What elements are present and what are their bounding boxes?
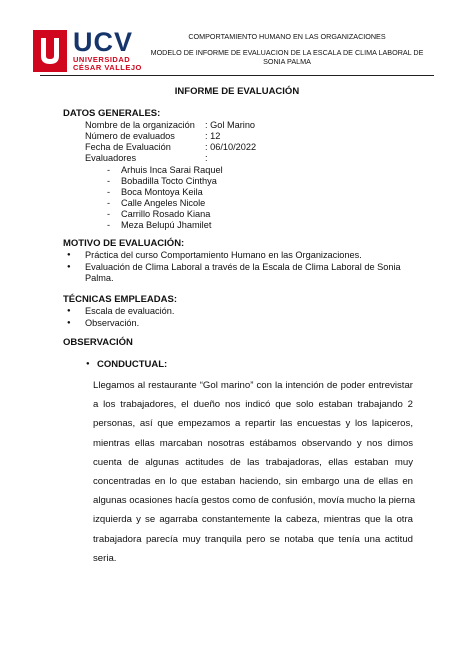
bullet-icon: ● — [86, 361, 90, 367]
evaluator-name: Boca Montoya Keila — [121, 187, 203, 197]
field-value: : 12 — [205, 131, 221, 141]
bullet-icon: ● — [67, 264, 71, 270]
ucv-logo-text: UCV — [73, 27, 134, 57]
report-title: INFORME DE EVALUACIÓN — [174, 86, 300, 97]
dash-marker: - — [107, 165, 111, 175]
paragraph-line: izquierda y se agarraba constantemente la cabeza, mientras que la otra — [93, 514, 413, 526]
motive-item-line: Evaluación de Clima Laboral a través de la Escala de Clima Laboral de Sonia — [85, 262, 401, 272]
ucv-logo-name: CÉSAR VALLEJO — [73, 63, 142, 72]
model-title — [142, 48, 432, 66]
dash-marker: - — [107, 198, 111, 208]
evaluator-name: Calle Angeles Nicole — [121, 198, 206, 208]
paragraph-line: trabajadora parecía muy tranquila pero se notaba que tenía una actitud — [93, 533, 413, 545]
field-label: Fecha de Evaluación — [85, 142, 171, 152]
motive-heading: MOTIVO DE EVALUACIÓN: — [63, 238, 185, 249]
field-label: Evaluadores — [85, 153, 137, 163]
field-label: Número de evaluados — [85, 131, 175, 141]
evaluator-name: Carrillo Rosado Kiana — [121, 209, 211, 219]
bullet-icon: ● — [67, 320, 71, 326]
motive-item-line: Palma. — [85, 273, 114, 283]
course-title: COMPORTAMIENTO HUMANO EN LAS ORGANIZACIONES — [188, 32, 386, 41]
paragraph-line: concentradas en lo que estaban haciendo, sin embargo una de ellas en — [93, 476, 413, 488]
paragraph-line: mientras ellas marcaban nosotras estábamos observando y nos dimos — [93, 437, 413, 449]
ucv-emblem-icon — [33, 30, 67, 72]
behavioral-subheading: CONDUCTUAL: — [97, 359, 168, 370]
dash-marker: - — [107, 209, 111, 219]
ucv-logo-university: UNIVERSIDAD — [73, 55, 131, 64]
dash-marker: - — [107, 187, 111, 197]
ucv-logo-emblem — [33, 30, 67, 72]
bullet-icon: ● — [67, 308, 71, 314]
paragraph-line: personas, así que empezamos a repartir las encuestas y los lapiceros, — [93, 418, 413, 430]
paragraph-line: cuenta de algunas actitudes de las trabajadoras, ellas estaban muy — [93, 456, 413, 468]
technique-item: Observación. — [85, 318, 140, 328]
field-label: Nombre de la organización — [85, 120, 195, 130]
bullet-icon: ● — [67, 252, 71, 258]
evaluator-name: Arhuis Inca Sarai Raquel — [121, 165, 223, 175]
evaluator-name: Meza Belupú Jhamilet — [121, 220, 212, 230]
paragraph-line: Llegamos al restaurante “Gol marino” con la intención de poder entrevistar — [93, 380, 413, 391]
header-divider — [40, 75, 434, 76]
model-title-line: MODELO DE INFORME DE EVALUACION DE LA ESCALA DE CLIMA LABORAL DE — [150, 48, 424, 57]
dash-marker: - — [107, 220, 111, 230]
paragraph-line: algunas ocasiones hacía gestos como de confusión, movía mucho la pierna — [93, 495, 416, 507]
field-value: : Gol Marino — [205, 120, 256, 130]
evaluator-name: Bobadilla Tocto Cinthya — [121, 176, 217, 186]
paragraph-line: a los trabajadores, el dueño nos indicó que solo estaban trabajando 2 — [93, 399, 413, 411]
techniques-heading: TÉCNICAS EMPLEADAS: — [63, 294, 178, 305]
dash-marker: - — [107, 176, 111, 186]
paragraph-line: seria. — [93, 552, 117, 564]
ucv-logo — [33, 27, 143, 72]
motive-item: Práctica del curso Comportamiento Humano en las Organizaciones. — [85, 250, 362, 260]
observation-heading: OBSERVACIÓN — [63, 337, 133, 348]
technique-item: Escala de evaluación. — [85, 306, 175, 316]
field-value: : 06/10/2022 — [205, 142, 257, 152]
observation-paragraph — [93, 376, 416, 568]
model-title-line: SONIA PALMA — [263, 57, 311, 66]
general-data-heading: DATOS GENERALES: — [63, 108, 161, 119]
field-value: : — [205, 153, 208, 163]
